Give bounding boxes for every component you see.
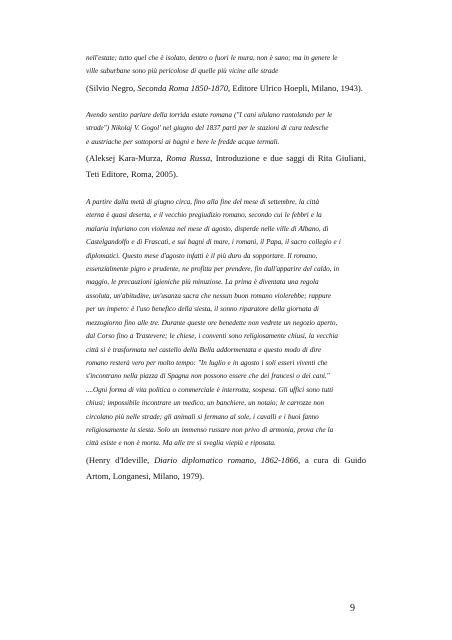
quote-line: assoluta, un'abitudine, un'usanza sacra che nessun buon romano violerebbe; rappure [86,291,332,300]
quote-line: essenzialmente pigro e prudente, ne profitta per prendere, fin dall'apparire del caldo, in [86,265,340,274]
document-page [86,52,366,497]
quote-block-1 [86,52,366,96]
citation-publisher: , Editore Ulrico Hoepli, Milano, 1943). [228,82,363,93]
quote-line: s'incontrano nella piazza di Spagna non possono essere che dei francesi o dei cani." [86,372,330,381]
quote-line: nell'estate; tutto quel che è isolato, dentro o fuori le mura, non è sano; ma in genere le [86,54,338,62]
citation-author: (Silvio Negro, [86,82,138,93]
citation [86,452,366,484]
quote-block-3 [86,196,366,484]
citation-title: Roma Russa [166,153,211,164]
quote-line: eterna è quasi deserta, e il vecchio pregiudizio romano, secondo cui le febbri e la [86,211,322,220]
quote-line: dal Corso fino a Trastevere; le chiese, i conventi sono religiosamente chiusi, la vecchia [86,332,338,341]
quote-line: ville suburbane sono più pericolose di quelle più vicine alle strade [86,67,279,76]
quote-line: A partire dalla metà di giugno circa, fino alla fine del mese di settembre, la città [86,198,320,207]
citation-publisher: , a cura di Guido Artom, Longanesi, Milano, 1979). [86,454,366,481]
quote-line: città si è trasformata nel castello della Bella addormentata e questo modo di dire [86,345,321,354]
quote-line: romano resterà vero per molto tempo: "In luglio e in agosto i soli esseri viventi che [86,358,328,367]
quote-line: maggio, le precauzioni igieniche più minuziose. La prima è diventata una regola [86,278,319,287]
quote-line: e austriache per sottoporsi ai bagni e bere le fredde acque termali. [86,137,280,146]
quote-text [86,196,366,451]
quote-line: diplomatici. Questo mese d'agosto infatti è il più duro da sopportare. Il romano, [86,251,318,260]
citation-author: (Henry d'Ideville, [86,454,155,465]
quote-line: città esiste e non è morta. Ma alle tre si sveglia viepiù e riposata. [86,439,276,448]
quote-line: ....Ogni forma di vita politica o commerciale è interrotta, sospesa. Gli uffici sono tutti [86,385,334,394]
quote-line: Castelgandolfo e di Frascati, e sui bagni di mare, i romani, il Papa, il sacro collegio e i [86,238,341,247]
quote-line: mezzogiorno fino alle tre. Durante queste ore benedette non vedrete un negozio aperto, [86,318,338,327]
citation-title: Seconda Roma 1850-1870 [137,82,229,93]
citation-publisher: , Introduzione e due saggi di Rita Giuliani, Teti Editore, Roma, 2005). [86,153,367,180]
quote-line: malaria infuriano con violenza nel mese di agosto, disperde nelle ville di Albano, di [86,224,329,233]
quote-line: circolano più nelle strade; gli animali si fermano al sole, i cavalli e i buoi fanno [86,412,319,421]
quote-text [86,109,366,149]
citation-author: (Aleksej Kara-Murza, [86,153,167,164]
citation [86,80,366,96]
quote-line: Avendo sentito parlare della torrida estate romana ("I cani ululano rantolando per le [86,110,333,119]
quote-line: chiusi; impossibile incontrare un medico, un banchiere, un notaio; le carrozze non [86,399,325,408]
quote-line: strade") Nikolaj V. Gogol' nel giugno del 1837 partì per le stazioni di cura tedesche [86,124,329,133]
citation-title: Diario diplomatico romano, 1862-1866 [154,454,299,465]
quote-line: per un impero: è l'uso benefico della siesta, il sonno riparatore della giornata di [86,305,319,314]
quote-text [86,52,366,79]
page-number: 9 [350,603,355,614]
citation [86,150,366,182]
quote-block-2 [86,109,366,182]
quote-line: religiosamente la siesta. Solo un immenso russare non privo di armonia, prova che la [86,425,334,434]
